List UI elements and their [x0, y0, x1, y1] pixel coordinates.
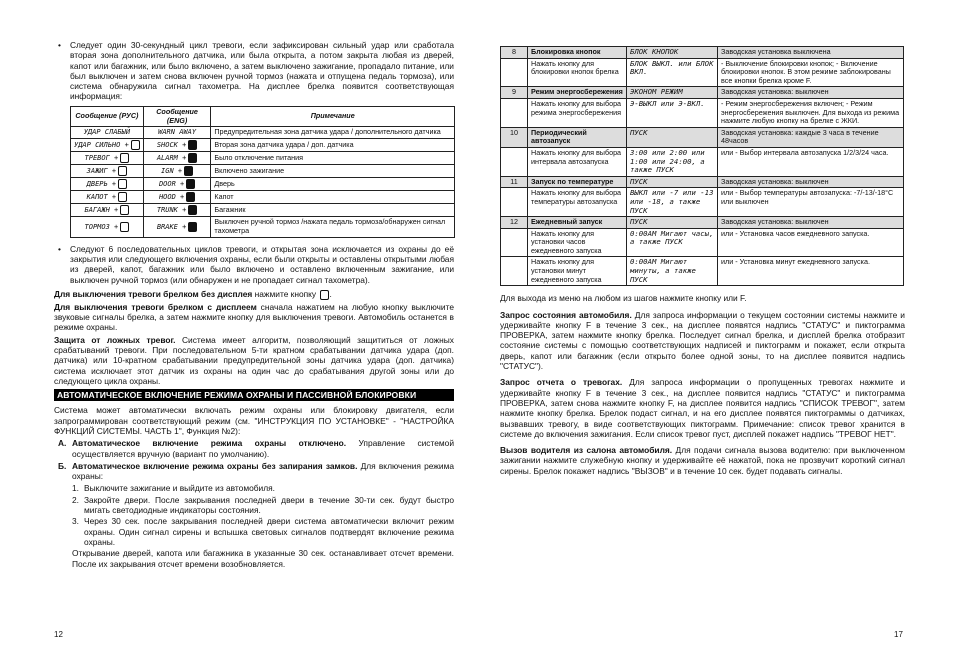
msg-note: Багажник: [211, 204, 455, 217]
right-paragraphs: [500, 293, 905, 476]
row-blank: [501, 147, 528, 176]
table-row: [501, 58, 904, 87]
row-sub-note: - Режим энергосбережения включен; - Режим энергосбережения выключен. Для выхода из режима нажмите любую кнопку на брелке с ЖКИ.: [718, 98, 904, 127]
msg-note: Выключен ручной тормоз /нажата педаль тормоза/обнаружен сигнал тахометра: [211, 217, 455, 238]
siren-icon: [120, 222, 129, 232]
col-header-note: Примечание: [211, 106, 455, 127]
row-sub-lcd: Э-ВЫКЛ или Э-ВКЛ.: [627, 98, 718, 127]
list-item: 1. Выключите зажигание и выйдите из автомобиля.: [72, 483, 275, 494]
table-row: [71, 152, 455, 165]
msg-en: DOOR +: [143, 178, 211, 191]
table-row: [71, 178, 455, 191]
table-row: [501, 228, 904, 257]
row-action: Нажать кнопку для блокировки кнопок брелка: [528, 58, 627, 87]
msg-ru: КАПОТ +: [71, 191, 144, 204]
table-row: [71, 191, 455, 204]
msg-ru: ЗАЖИГ +: [71, 165, 144, 178]
row-name: Режим энергосбережения: [528, 87, 627, 99]
status-request: Запрос состояния автомобиля. Для запроса информации о текущем состоянии системы нажмите и удерживайте кнопку F в течение 3 сек., на дисплее появятся надпись "СТАТУС" и пиктограмма ПРОВЕРКА, затем нажмите кнопку брелка. Последует сигнал брелка, и дисплей брелка отобразит состояние системы с помощью соответствующих надписей и пиктограмм и покажет, если открыта дверь, капот или багажник (если открыто более одной зоны, то на дисплее появится надпись "СТАТУС").: [500, 309, 905, 372]
row-sub-lcd: БЛОК ВЫКЛ. или БЛОК ВКЛ.: [627, 58, 718, 87]
row-note: Заводская установка: выключен: [718, 217, 904, 229]
table-row: [501, 147, 904, 176]
msg-note: Включено зажигание: [211, 165, 455, 178]
msg-note: Было отключение питания: [211, 152, 455, 165]
option-b: Б. Автоматическое включение режима охраны без запирания замков. Для включения режима охраны:: [58, 460, 455, 482]
list-item: 2. Закройте двери. После закрывания последней двери в течение 30-ти сек. будут быстро мигать светодиодные индикаторы состояния.: [72, 494, 454, 516]
table-row: [71, 127, 455, 139]
row-note: Заводская установка: выключен: [718, 87, 904, 99]
row-sub-note: или - Выбор температуры автозапуска: -7/-13/-18°С или выключен: [718, 188, 904, 217]
siren-icon: [118, 179, 127, 189]
list-item: 3. Через 30 сек. после закрывания последней двери система автоматически включит режим охраны. Один сигнал сирены и вспышка световых сигналов подтвердят включение режима охраны.: [72, 516, 454, 547]
six-cycles-bullet: • Следуют 6 последовательных циклов тревоги, и открытая зона исключается из охраны до её закрытия или следующего включения охраны, если были открыты и оставлены открытыми любая из дверей, капот, багажник или было включено и оставлено включенным зажигание, или выключен ручной тормоз (или обнаружен и не пропадает сигнал тахометра).: [54, 244, 454, 285]
alarm-report: Запрос отчета о тревогах. Для запроса информации о пропущенных тревогах нажмите и удерживайте кнопку F в течение 3 сек., на дисплее появится надпись "СТАТУС" и пиктограмма ПРОВЕРКА, затем снова нажмите кнопку F, на дисплее появится надпись "СПИСОК ТРЕВОГ", затем нажмите кнопку брелка. Брелок подаст сигнал, и на его дисплее появятся пиктограммы о датчиках, вызвавших тревогу, в виде соответствующих пиктограмм. Примечание: список тревог хранится в системе до включения зажигания. Если список тревог пуст, дисплей покажет надпись "ТРЕВОГ НЕТ".: [500, 377, 905, 439]
table-row: [501, 87, 904, 99]
siren-icon: [118, 166, 127, 176]
row-number: 9: [501, 87, 528, 99]
driver-call: Вызов водителя из салона автомобиля. Для подачи сигнала вызова водителю: при выключенном зажигании нажмите служебную кнопку и удерживайте её нажатой, пока не прозвучит короткий сигнал сирены. Брелок покажет надпись "ВЫЗОВ" и в течение 10 сек. будет подавать сигналы.: [500, 445, 905, 476]
table-row: [71, 165, 455, 178]
msg-ru: ТРЕВОГ +: [71, 152, 144, 165]
siren-icon: [188, 153, 197, 163]
row-blank: [501, 257, 528, 286]
msg-ru: ТОРМОЗ +: [71, 217, 144, 238]
row-name: Периодический автозапуск: [528, 127, 627, 147]
msg-ru: БАГАЖН +: [71, 204, 144, 217]
siren-icon: [188, 222, 197, 232]
table-row: [71, 139, 455, 152]
row-number: 11: [501, 176, 528, 188]
siren-icon: [131, 140, 140, 150]
row-blank: [501, 188, 528, 217]
option-b-tail: Открывание дверей, капота или багажника в указанные 30 сек. останавливает отсчет времени. После их закрывания отсчет времени возобновляется.: [72, 548, 454, 569]
row-number: 12: [501, 217, 528, 229]
row-lcd: ПУСК: [627, 127, 718, 147]
table-row: [501, 217, 904, 229]
siren-icon: [188, 140, 197, 150]
siren-icon: [120, 153, 129, 163]
msg-en: ALARM +: [143, 152, 211, 165]
msg-en: WARN AWAY: [143, 127, 211, 139]
row-name: Запуск по температуре: [528, 176, 627, 188]
lock-icon: [320, 290, 329, 300]
option-a: А. Автоматическое включение режима охраны отключено. Управление системой осуществляется вручную (вариант по умолчанию).: [58, 438, 454, 459]
row-action: Нажать кнопку для выбора температуры автозапуска: [528, 188, 627, 217]
row-lcd: ПУСК: [627, 217, 718, 229]
row-blank: [501, 58, 528, 87]
msg-en: HOOD +: [143, 191, 211, 204]
siren-icon: [120, 205, 129, 215]
msg-en: SHOCK +: [143, 139, 211, 152]
msg-ru: ДВЕРЬ +: [71, 178, 144, 191]
row-sub-note: - Выключение блокировки кнопок; - Включение блокировки кнопок. В этом режиме заблокированы все кнопки брелка кроме F.: [718, 58, 904, 87]
msg-en: BRAKE +: [143, 217, 211, 238]
row-action: Нажать кнопку для выбора режима энергосбережения: [528, 98, 627, 127]
row-action: Нажать кнопку для установки минут ежедневного запуска: [528, 257, 627, 286]
section-header: АВТОМАТИЧЕСКОЕ ВКЛЮЧЕНИЕ РЕЖИМА ОХРАНЫ И ПАССИВНОЙ БЛОКИРОВКИ: [54, 389, 454, 401]
settings-table: [500, 46, 904, 286]
table-row: [501, 176, 904, 188]
false-alarm-protection: Защита от ложных тревог. Система имеет алгоритм, позволяющий защититься от ложных срабатываний тревоги. При последовательном 5-ти кратном срабатывании датчика удара (доп. датчика) или 10-кратном срабатывании предупредительной зоны датчика удара (доп. датчика) система исключает этот датчик из охраны на один час до срабатывания другой зоны или до следующего цикла охраны.: [54, 334, 454, 386]
row-sub-note: или - Выбор интервала автозапуска 1/2/3/24 часа.: [718, 147, 904, 176]
table-row: [71, 204, 455, 217]
msg-note: Вторая зона датчика удара / доп. датчика: [211, 139, 455, 152]
msg-ru: УДАР СИЛЬНО +: [71, 139, 144, 152]
row-lcd: ПУСК: [627, 176, 718, 188]
row-sub-lcd: 0:00AM Мигают минуты, а также ПУСК: [627, 257, 718, 286]
row-note: Заводская установка выключена: [718, 47, 904, 59]
right-page: [500, 44, 905, 482]
table-row: [71, 217, 455, 238]
alarm-messages-table: [70, 106, 455, 238]
table-row: [501, 98, 904, 127]
row-action: Нажать кнопку для установки часов ежедневного запуска: [528, 228, 627, 257]
auto-arm-intro: Система может автоматически включать режим охраны или блокировку двигателя, если запрограммирован соответствующий режим (см. "ИНСТРУКЦИЯ ПО УСТАНОВКЕ" - "НАСТРОЙКА ФУНКЦИЙ СИСТЕМЫ. ЧАСТЬ 1", Функция №2):: [54, 405, 454, 436]
siren-icon: [118, 192, 127, 202]
msg-ru: УДАР СЛАБЫЙ: [71, 127, 144, 139]
siren-icon: [186, 192, 195, 202]
row-sub-lcd: 3:00 или 2:00 или 1:00 или 24:00, а также ПУСК: [627, 147, 718, 176]
row-lcd: БЛОК КНОПОК: [627, 47, 718, 59]
row-sub-lcd: ВЫКЛ или -7 или -13 или -18, а также ПУСК: [627, 188, 718, 217]
table-header-row: [71, 106, 455, 127]
table-row: [501, 127, 904, 147]
msg-en: IGN +: [143, 165, 211, 178]
col-header-en: Сообщение (ENG): [143, 106, 211, 127]
row-blank: [501, 228, 528, 257]
row-sub-lcd: 0:00AM Мигают часы, а также ПУСК: [627, 228, 718, 257]
msg-note: Капот: [211, 191, 455, 204]
alarm-cycle-bullet: • Следует один 30-секундный цикл тревоги, если зафиксирован сильный удар или сработала вторая зона дополнительного датчика, или была открыта, а потом закрыта любая из дверей, капот или багажник, или было включено, а затем выключено зажигание, пропадало питание, или был выключен и затем снова включен ручной тормоз (нажата и отпущена педаль тормоза), или система обнаружила сигнал тахометра. На дисплее брелка появится соответствующая информация:: [54, 40, 454, 102]
msg-en: TRUNK +: [143, 204, 211, 217]
exit-menu-note: Для выхода из меню на любом из шагов нажмите кнопку или F.: [500, 293, 747, 304]
col-header-ru: Сообщение (РУС): [71, 106, 144, 127]
row-note: Заводская установка: выключен: [718, 176, 904, 188]
row-action: Нажать кнопку для выбора интервала автозапуска: [528, 147, 627, 176]
msg-note: Предупредительная зона датчика удара / дополнительного датчика: [211, 127, 455, 139]
row-name: Блокировка кнопок: [528, 47, 627, 59]
disable-alarm-no-display: Для выключения тревоги брелком без дисплея нажмите кнопку .: [54, 288, 332, 299]
row-blank: [501, 98, 528, 127]
siren-icon: [184, 166, 193, 176]
row-note: Заводская установка: каждые 3 часа в течение 48часов: [718, 127, 904, 147]
disable-alarm-display: Для выключения тревоги брелком с дисплеем сначала нажатием на любую кнопку выключите звуковые сигналы брелка, а затем нажмите кнопку для выключения тревоги. Автомобиль останется в режиме охраны.: [54, 301, 454, 333]
left-page: [54, 40, 454, 570]
siren-icon: [186, 179, 195, 189]
table-row: [501, 188, 904, 217]
table-row: [501, 47, 904, 59]
row-number: 10: [501, 127, 528, 147]
row-lcd: ЭКОНОМ РЕЖИМ: [627, 87, 718, 99]
msg-note: Дверь: [211, 178, 455, 191]
page-number-left: 12: [54, 630, 63, 639]
table-row: [501, 257, 904, 286]
siren-icon: [188, 205, 197, 215]
page-number-right: 17: [894, 630, 903, 639]
row-name: Ежедневный запуск: [528, 217, 627, 229]
row-sub-note: или - Установка минут ежедневного запуска.: [718, 257, 904, 286]
row-number: 8: [501, 47, 528, 59]
row-sub-note: или - Установка часов ежедневного запуска.: [718, 228, 904, 257]
